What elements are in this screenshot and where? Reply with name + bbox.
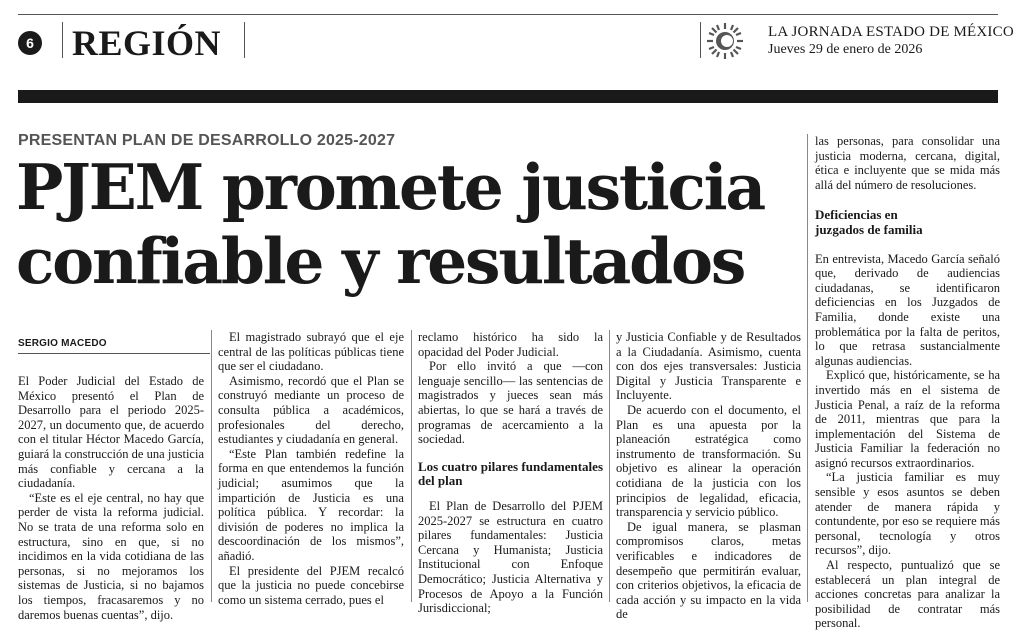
paragraph: Asimismo, recordó que el Plan se construyó mediante un proceso de consulta pública a académicos, profesionales del derecho, estudiantes y ciudadanía en general. — [218, 373, 404, 447]
paragraph: “Este es el eje central, no hay que perder de vista la reforma judicial. No se trata de una reforma solo en estructura, sino en que, si no incidimos en la vida cotidiana de las personas, si no mejoramos los sistemas de Justicia, si no bajamos los tiempos, fracasaremos y no daremos buenas cuentas”, dijo. — [18, 490, 204, 622]
paragraph: “La justicia familiar es muy sensible y esos asuntos se deben atender de manera rápida y contundente, por eso se requiere más personal, tecnología y otros recursos”, dijo. — [815, 470, 1000, 558]
paragraph: “Este Plan también redefine la forma en que entendemos la función judicial; asumimos que la impartición de Justicia es una política pública. Y recordar: la división de poderes no implica la descoordinación de los mismos”, añadió. — [218, 446, 404, 563]
subheading: Los cuatro pilares fundamentales del plan — [418, 458, 603, 489]
paragraph: reclamo histórico ha sido la opacidad del Poder Judicial. — [418, 330, 603, 359]
article-column-4 — [616, 330, 801, 622]
article-column-1 — [18, 374, 204, 622]
column-divider — [807, 134, 808, 602]
column-divider — [411, 330, 412, 602]
section-title: REGIÓN — [72, 23, 222, 63]
header-divider — [700, 22, 701, 58]
article-kicker: PRESENTAN PLAN DE DESARROLLO 2025-2027 — [18, 132, 396, 149]
paragraph: El Plan de Desarrollo del PJEM 2025-2027 se estructura en cuatro pilares fundamentales: Justicia Cercana y Humanista; Justicia Institucional con Enfoque Democrático; Justicia Alternativa y Procesos de Apoyo a la Función Jurisdiccional; — [418, 498, 603, 616]
paragraph: El magistrado subrayó que el eje central de las políticas públicas tiene que ser el ciudadano. — [218, 330, 404, 374]
header-top-rule — [18, 14, 998, 15]
paragraph: y Justicia Confiable y de Resultados a la Ciudadanía. Asimismo, cuenta con dos ejes transversales: Justicia Digital y Justicia Transparente e Incluyente. — [616, 330, 801, 403]
sun-logo-icon — [706, 22, 744, 60]
paragraph: En entrevista, Macedo García señaló que, derivado de audiencias ciudadanas, se identificaron deficiencias en los Juzgados de Familia, donde existe una problemática por la falta de peritos, lo que retrasa sustancialmente algunas audiencias. — [815, 251, 1000, 368]
paragraph: El presidente del PJEM recalcó que la justicia no puede concebirse como un sistema cerrado, pues el — [218, 563, 404, 607]
paragraph: De igual manera, se plasman compromisos claros, metas verificables e indicadores de desempeño que permitirán evaluar, con criterios objetivos, la eficacia de cada acción y su impacto en la vida de — [616, 519, 801, 622]
article-column-3 — [418, 330, 603, 616]
publication-date: Jueves 29 de enero de 2026 — [768, 42, 923, 57]
paragraph: El Poder Judicial del Estado de México presentó el Plan de Desarrollo para el periodo 2025-2027, un documento que, de acuerdo con el titular Héctor Macedo García, guiará la construcción de una justicia más confiable y cercana a la ciudadanía. — [18, 374, 204, 491]
paragraph: Al respecto, puntualizó que se establecerá un plan integral de acciones concretas para analizar la posibilidad de contratar más personal. — [815, 558, 1000, 631]
header-divider — [244, 22, 245, 58]
paragraph: Explicó que, históricamente, se ha invertido más en el sistema de Justicia Penal, a raíz de la reforma de 2011, mientras que para la implementación del Sistema de Justicia Familiar la federación no asignó recursos extraordinarios. — [815, 368, 1000, 470]
column-divider — [609, 330, 610, 602]
paragraph: De acuerdo con el documento, el Plan es una apuesta por la planeación estratégica como instrumento de transformación. Su objetivo es alinear la operación cotidiana de la justicia con los principios de legalidad, eficacia, transparencia y servicio público. — [616, 402, 801, 520]
publication-name: LA JORNADA ESTADO DE MÉXICO — [768, 24, 1014, 40]
article-headline: PJEM promete justicia confiable y resultados — [16, 150, 765, 298]
header-band — [18, 90, 998, 103]
article-column-5 — [815, 134, 1000, 631]
byline: SERGIO MACEDO — [18, 338, 107, 349]
page-number-badge: 6 — [18, 31, 42, 55]
paragraph: Por ello invitó a que —con lenguaje sencillo— las sentencias de magistrados y jueces sean más abiertas, lo que se hará a través de programas de acercamiento a la sociedad. — [418, 359, 603, 447]
article-column-2 — [218, 330, 404, 607]
column-divider — [211, 330, 212, 602]
header-divider — [62, 22, 63, 58]
byline-rule — [18, 353, 210, 354]
paragraph: las personas, para consolidar una justicia moderna, cercana, digital, ética e incluyente que se mida más allá del número de resoluciones. — [815, 134, 1000, 192]
subheading: Deficiencias en juzgados de familia — [815, 207, 923, 237]
